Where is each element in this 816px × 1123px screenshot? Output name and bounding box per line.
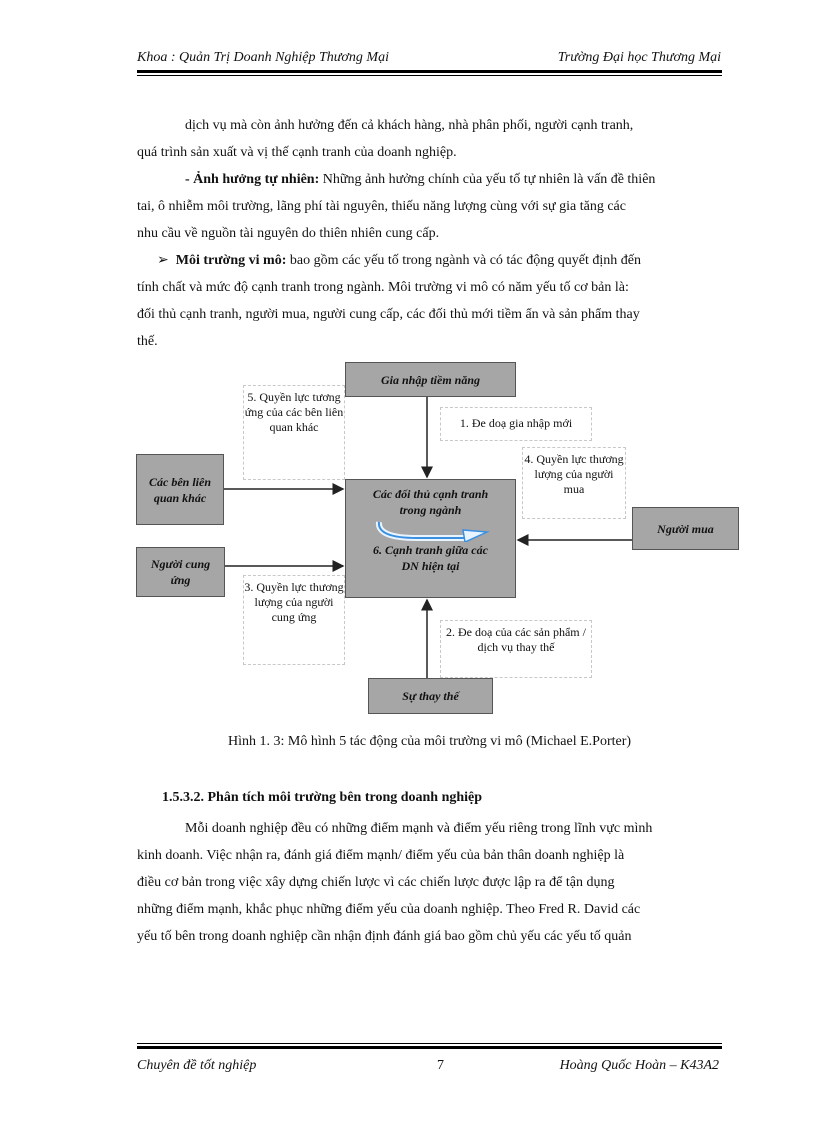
figure-caption: Hình 1. 3: Mô hình 5 tác động của môi trường vi mô (Michael E.Porter): [228, 734, 632, 749]
footer-right: Hoàng Quốc Hoàn – K43A2: [559, 1058, 719, 1073]
text-line: dịch vụ mà còn ảnh hưởng đến cả khách hàng, nhà phân phối, người cạnh tranh,: [185, 118, 634, 133]
bullet-arrow-icon: ➢: [157, 253, 169, 268]
text-line: kinh doanh. Việc nhận ra, đánh giá điểm mạnh/ điểm yếu của bản thân doanh nghiệp là: [137, 848, 625, 863]
bold-term: Môi trường vi mô:: [175, 253, 287, 268]
header-rule-thin: [137, 75, 722, 76]
text-line: những điểm mạnh, khắc phục những điểm yếu của doanh nghiệp. Theo Fred R. David các: [137, 902, 641, 917]
text-line: đối thủ cạnh tranh, người mua, người cung cấp, các đối thủ mới tiềm ẩn và sản phẩm thay: [137, 307, 640, 322]
header-rule-thick: [137, 70, 722, 73]
footer-left: Chuyên đề tốt nghiệp: [137, 1058, 257, 1073]
label-power-other-stakeholders: 5. Quyền lực tương ứng của các bên liên quan khác: [243, 385, 345, 480]
text-line: điều cơ bản trong việc xây dựng chiến lược vì các chiến lược được lập ra để tận dụng: [137, 875, 615, 890]
text-line: quá trình sản xuất và vị thế cạnh tranh của doanh nghiệp.: [137, 145, 457, 160]
label-threat-new-entry: 1. Đe doạ gia nhập mới: [440, 407, 592, 441]
section-heading: 1.5.3.2. Phân tích môi trường bên trong doanh nghiệp: [162, 790, 483, 805]
text-line: yếu tố bên trong doanh nghiệp cần nhận định đánh giá bao gồm chủ yếu các yếu tố quản: [137, 929, 632, 944]
paragraph-internal-environment: [137, 815, 722, 950]
text-line: [137, 166, 722, 193]
bold-term: - Ảnh hưởng tự nhiên:: [185, 172, 320, 187]
header-left: Khoa : Quản Trị Doanh Nghiệp Thương Mại: [137, 50, 389, 65]
cycle-arrows-icon: [346, 518, 515, 542]
page-number: 7: [437, 1058, 444, 1073]
footer-rule-thick: [137, 1046, 722, 1049]
cycle-arrows-svg: [347, 518, 515, 542]
header-right: Trường Đại học Thương Mại: [557, 50, 721, 65]
center-bottom-text: 6. Cạnh tranh giữa các DN hiện tại: [373, 543, 488, 573]
box-industry-competitors: [345, 479, 516, 598]
text-run: Những ảnh hưởng chính của yếu tố tự nhiên là vấn đề thiên: [319, 172, 656, 187]
label-buyer-power: 4. Quyền lực thương lượng của người mua: [522, 447, 626, 519]
footer-rule-thin: [137, 1043, 722, 1044]
paragraph-natural-influence: [137, 166, 722, 247]
text-line: Mỗi doanh nghiệp đều có những điểm mạnh và điểm yếu riêng trong lĩnh vực mình: [185, 821, 653, 836]
text-line: tính chất và mức độ cạnh tranh trong ngành. Môi trường vi mô có năm yếu tố cơ bản là:: [137, 280, 629, 295]
paragraph-micro-environment: [137, 247, 722, 355]
text-line: thế.: [137, 334, 158, 349]
text-line: [137, 247, 722, 274]
paragraph-social-influence: [137, 112, 722, 166]
box-suppliers: Người cung ứng: [136, 547, 225, 597]
box-other-stakeholders: Các bên liên quan khác: [136, 454, 224, 525]
text-line: nhu cầu về nguồn tài nguyên do thiên nhiên cung cấp.: [137, 226, 440, 241]
center-top-text: Các đối thủ cạnh tranh trong ngành: [372, 487, 489, 517]
box-potential-entrants: Gia nhập tiềm năng: [345, 362, 516, 397]
label-threat-substitutes: 2. Đe doạ của các sản phẩm / dịch vụ thay thế: [440, 620, 592, 678]
text-run: bao gồm các yếu tố trong ngành và có tác động quyết định đến: [286, 253, 641, 268]
label-supplier-power: 3. Quyền lực thương lượng của người cung ứng: [243, 575, 345, 665]
box-substitutes: Sự thay thế: [368, 678, 493, 714]
box-buyers: Người mua: [632, 507, 739, 550]
text-line: tai, ô nhiễm môi trường, lãng phí tài nguyên, thiếu năng lượng cùng với sự gia tăng các: [137, 199, 626, 214]
